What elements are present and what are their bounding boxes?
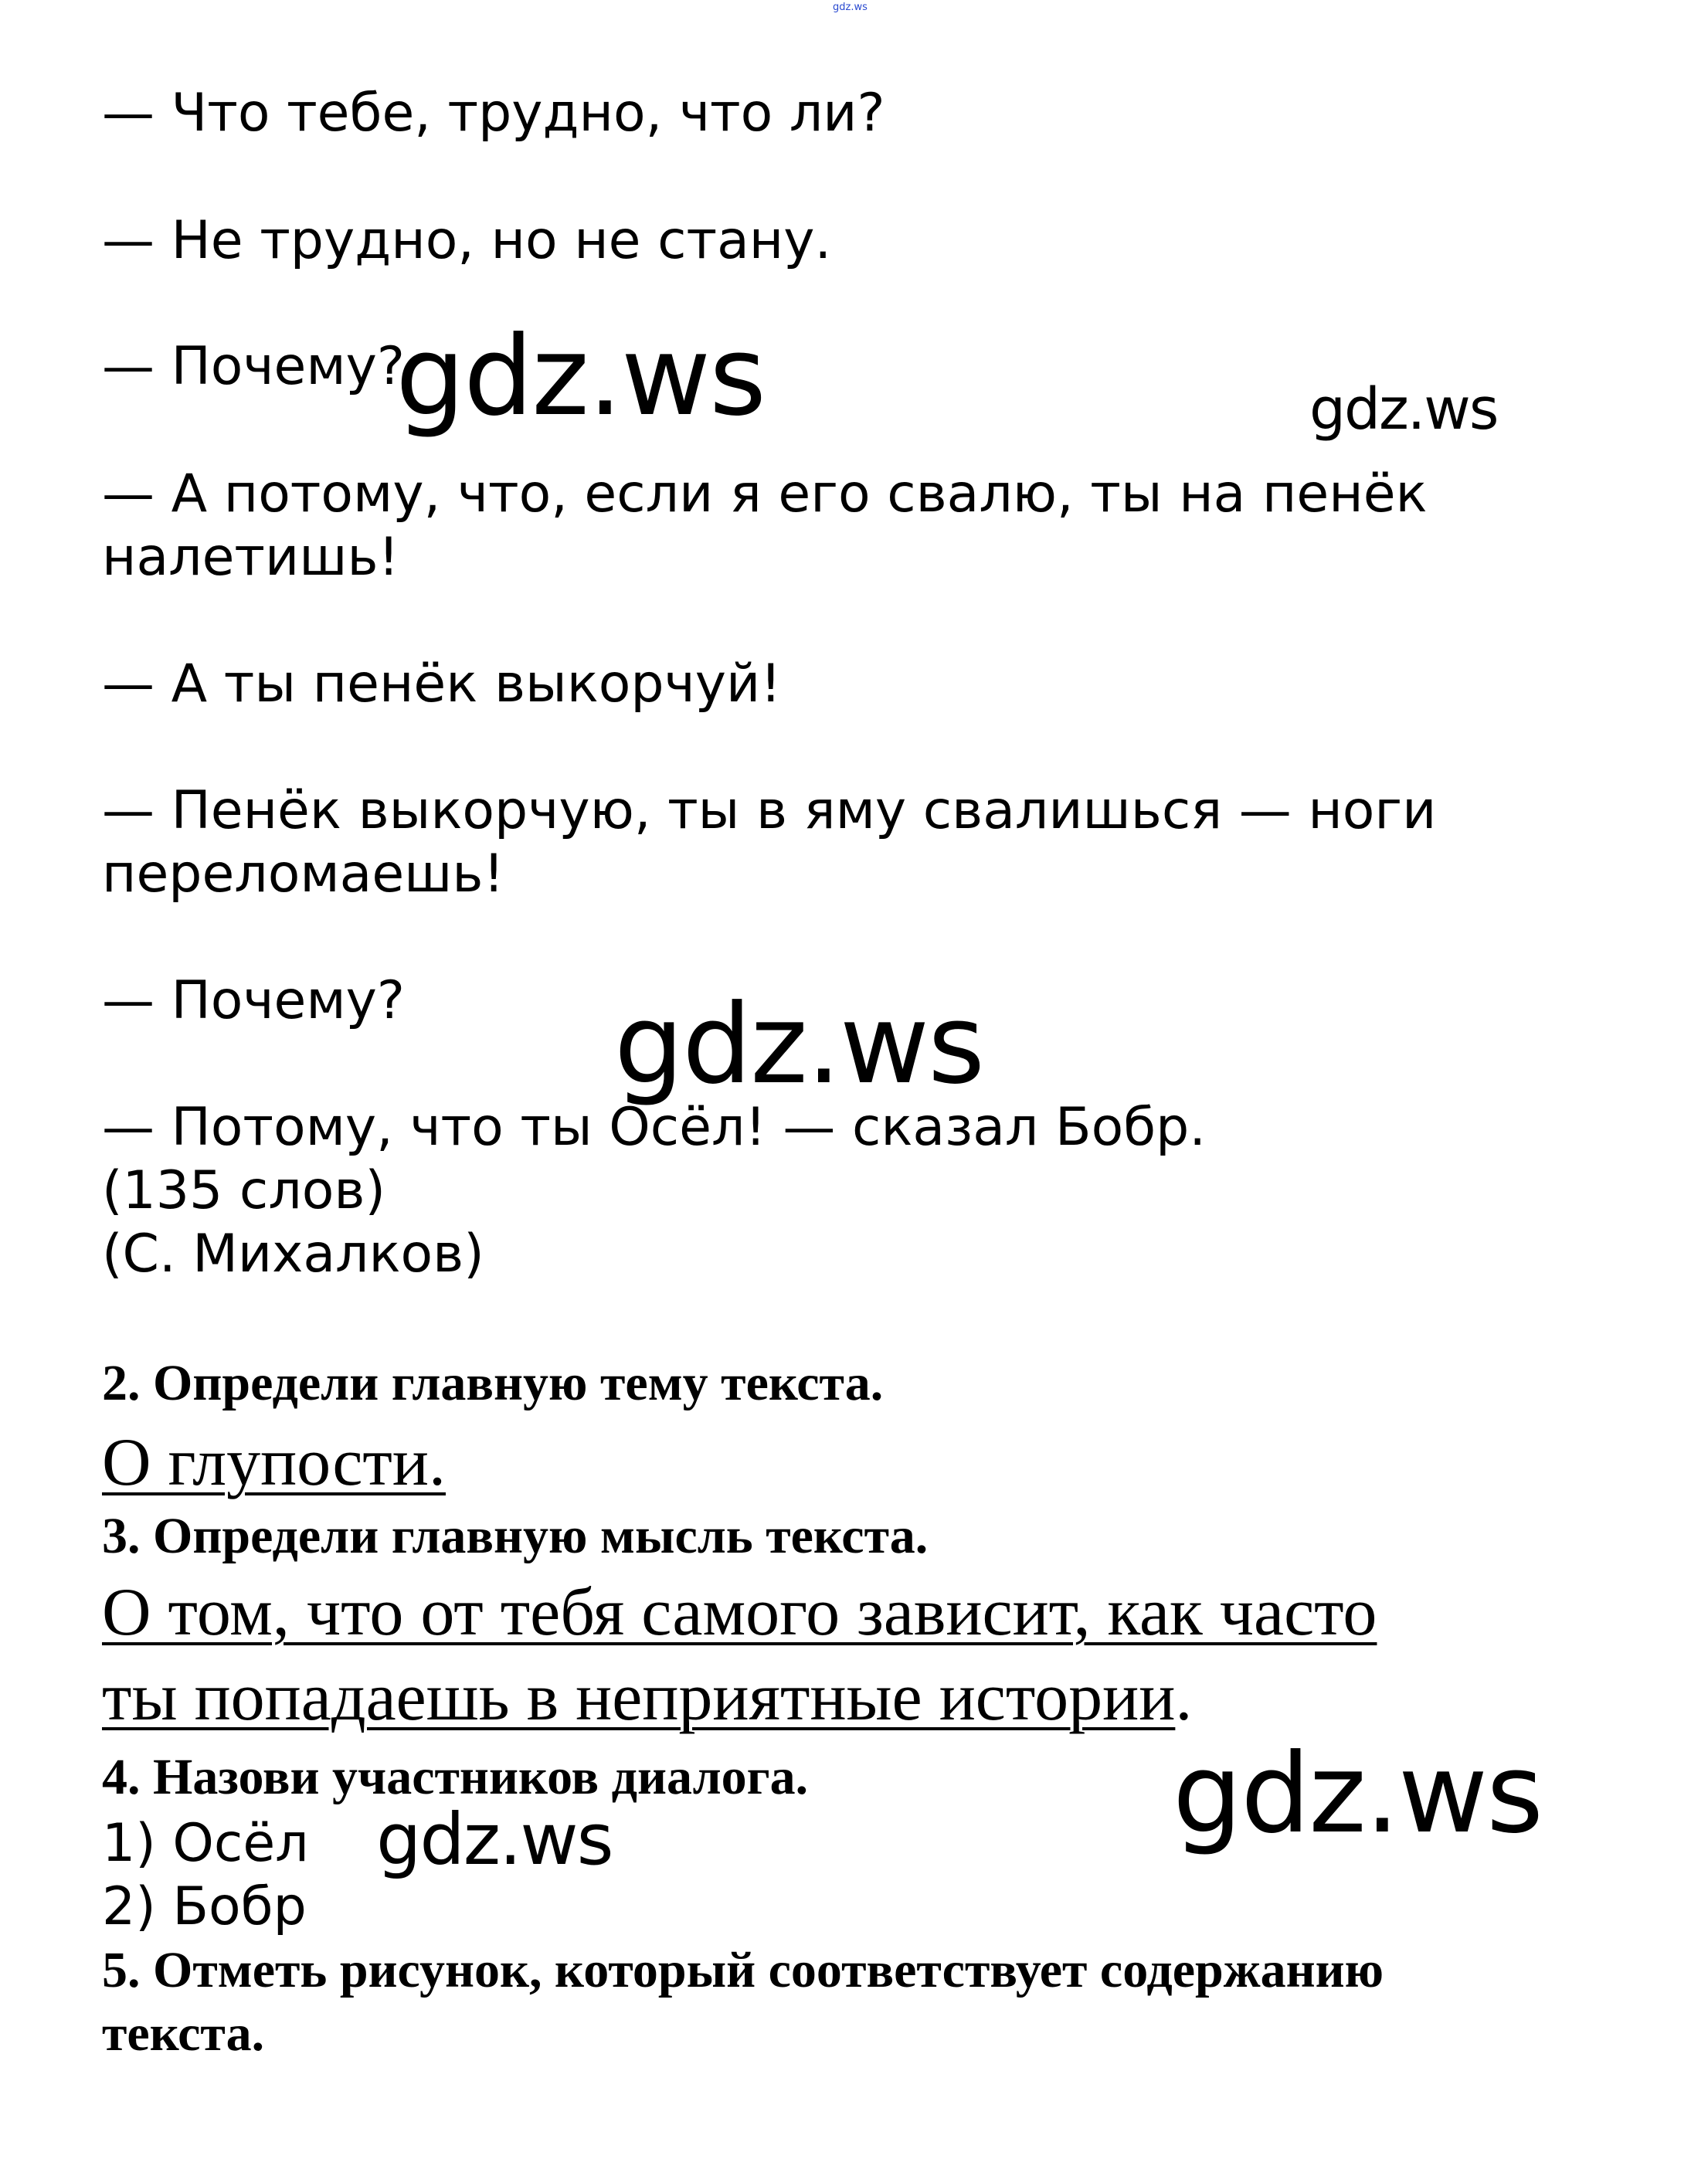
task3-question: 3. Определи главную мысль текста. <box>102 1508 929 1564</box>
participant-2: 2) Бобр <box>102 1876 307 1937</box>
task3-answer-period: . <box>1175 1660 1193 1735</box>
dialogue-line: — Почему? <box>102 336 405 397</box>
task5-question-line1: 5. Отметь рисунок, который соответствует содержанию <box>102 1942 1384 1998</box>
dialogue-line: — Потому, что ты Осёл! — сказал Бобр. <box>102 1097 1206 1158</box>
watermark: gdz.ws <box>1173 1730 1543 1858</box>
author: (С. Михалков) <box>102 1224 484 1285</box>
dialogue-line: налетишь! <box>102 527 399 588</box>
word-count: (135 слов) <box>102 1160 385 1221</box>
dialogue-line: — А потому, что, если я его свалю, ты на пенёк <box>102 463 1428 524</box>
task2-question: 2. Определи главную тему текста. <box>102 1355 884 1411</box>
watermark: gdz.ws <box>396 313 766 440</box>
task5-question-line2: текста. <box>102 2005 265 2062</box>
watermark: gdz.ws <box>376 1798 613 1881</box>
task2-answer: О глупости. <box>102 1425 446 1500</box>
dialogue-line: — Что тебе, трудно, что ли? <box>102 83 885 144</box>
dialogue-line: — А ты пенёк выкорчуй! <box>102 653 782 715</box>
task4-question: 4. Назови участников диалога. <box>102 1749 809 1805</box>
dialogue-line: переломаешь! <box>102 844 504 905</box>
dialogue-line: — Не трудно, но не стану. <box>102 210 832 271</box>
dialogue-line: — Почему? <box>102 970 405 1031</box>
task3-answer-text: ты попадаешь в неприятные истории <box>102 1660 1176 1735</box>
dialogue-line: — Пенёк выкорчую, ты в яму свалишься — ноги <box>102 780 1437 841</box>
task3-answer-line1: О том, что от тебя самого зависит, как часто <box>102 1575 1377 1650</box>
header-watermark: gdz.ws <box>833 2 868 13</box>
watermark: gdz.ws <box>1309 376 1498 443</box>
task3-answer-line2 <box>102 1655 1192 1741</box>
watermark: gdz.ws <box>614 981 984 1108</box>
participant-1: 1) Осёл <box>102 1813 309 1874</box>
